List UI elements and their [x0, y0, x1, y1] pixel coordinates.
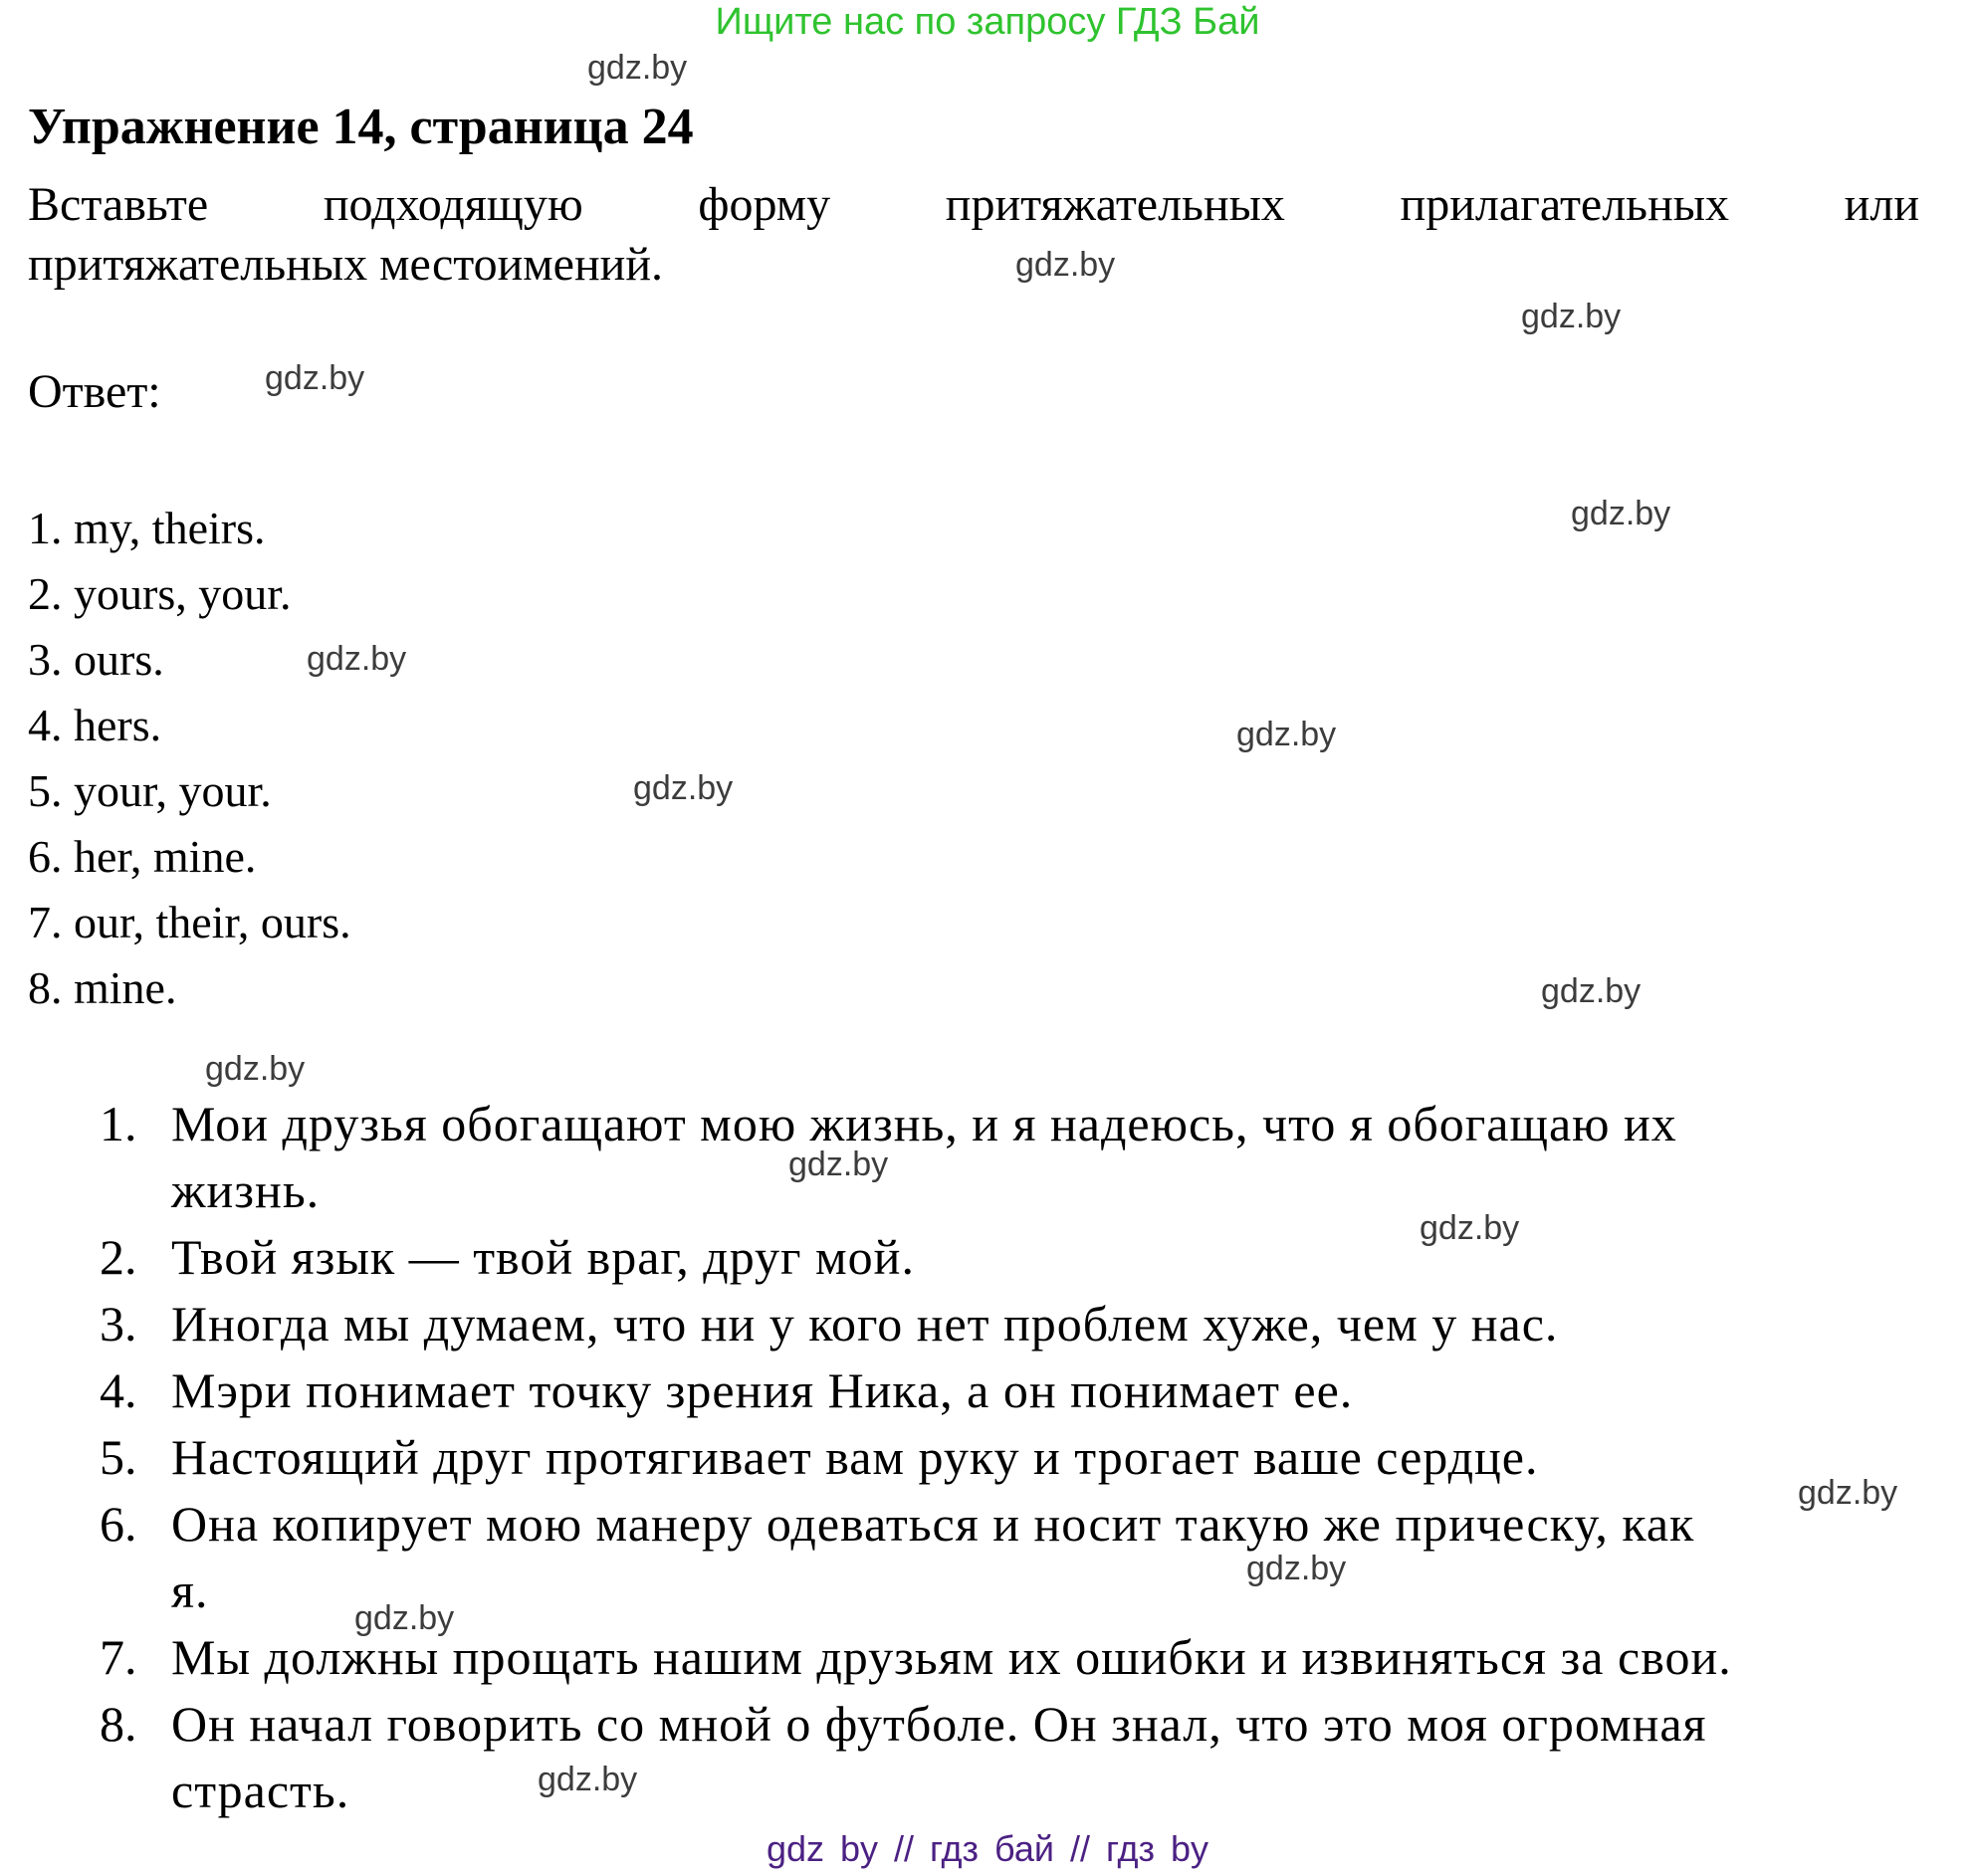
exercise-title: Упражнение 14, страница 24	[28, 99, 694, 155]
translation-line: страсть.	[171, 1763, 350, 1818]
translation-number: 6.	[100, 1496, 137, 1552]
gdz-watermark: gdz.by	[1798, 1474, 1898, 1512]
translation-item	[0, 1624, 1975, 1691]
translation-item	[0, 1291, 1975, 1357]
footer-text: gdz by // гдз бай // гдз by	[766, 1828, 1209, 1869]
task-description-line: притяжательных местоимений.	[28, 238, 664, 291]
gdz-watermark: gdz.by	[1571, 495, 1671, 532]
translation-item	[0, 1224, 1975, 1291]
translation-number: 5.	[100, 1429, 137, 1485]
answers-list	[28, 496, 351, 1021]
gdz-watermark: gdz.by	[1246, 1550, 1347, 1587]
translation-line: Настоящий друг протягивает вам руку и трогает ваше сердце.	[171, 1429, 1539, 1485]
answer-item: 2. yours, your.	[28, 568, 292, 619]
translation-line: жизнь.	[171, 1162, 321, 1218]
translation-number: 2.	[100, 1229, 137, 1285]
translation-line: Она копирует мою манеру одеваться и носит такую же прическу, как	[171, 1496, 1695, 1552]
gdz-watermark: gdz.by	[1541, 972, 1642, 1010]
gdz-watermark: gdz.by	[1236, 716, 1337, 753]
gdz-watermark: gdz.by	[307, 640, 407, 678]
translation-item	[0, 1424, 1975, 1491]
translation-line: Мои друзья обогащают мою жизнь, и я надеюсь, что я обогащаю их	[171, 1096, 1677, 1151]
answer-item: 5. your, your.	[28, 765, 272, 816]
gdz-watermark: gdz.by	[354, 1599, 455, 1637]
answer-label: Ответ:	[28, 365, 161, 418]
translation-line: Мы должны прощать нашим друзьям их ошибки и извиняться за свои.	[171, 1629, 1732, 1685]
translation-line: я.	[171, 1563, 209, 1618]
answer-item: 4. hers.	[28, 700, 162, 750]
translation-item	[0, 1091, 1975, 1224]
gdz-watermark: gdz.by	[205, 1050, 306, 1088]
promo-banner: Ищите нас по запросу ГДЗ Бай	[715, 1, 1260, 43]
translation-number: 1.	[100, 1096, 137, 1151]
translation-line: Он начал говорить со мной о футболе. Он знал, что это моя огромная	[171, 1696, 1707, 1752]
gdz-watermark: gdz.by	[587, 49, 688, 87]
gdz-watermark: gdz.by	[265, 359, 365, 397]
gdz-watermark: gdz.by	[1015, 246, 1116, 284]
answer-item: 8. mine.	[28, 962, 177, 1013]
translation-line: Иногда мы думаем, что ни у кого нет проблем хуже, чем у нас.	[171, 1296, 1559, 1352]
translation-number: 4.	[100, 1362, 137, 1418]
translation-number: 3.	[100, 1296, 137, 1352]
gdz-watermark: gdz.by	[788, 1146, 889, 1183]
gdz-watermark: gdz.by	[633, 769, 734, 807]
translation-item	[0, 1357, 1975, 1424]
translations-list	[0, 1091, 1975, 1824]
answer-item: 3. ours.	[28, 634, 164, 685]
translation-line: Мэри понимает точку зрения Ника, а он понимает ее.	[171, 1362, 1354, 1418]
gdz-watermark: gdz.by	[1521, 298, 1622, 335]
translation-item	[0, 1491, 1975, 1624]
answer-item: 6. her, mine.	[28, 831, 257, 882]
translation-line: Твой язык — твой враг, друг мой.	[171, 1229, 915, 1285]
translation-item	[0, 1691, 1975, 1824]
gdz-watermark: gdz.by	[538, 1761, 638, 1798]
gdz-watermark: gdz.by	[1420, 1209, 1520, 1247]
task-description-line: Вставьте подходящую форму притяжательных прилагательных или	[28, 178, 1919, 231]
translation-number: 7.	[100, 1629, 137, 1685]
answer-item: 7. our, their, ours.	[28, 897, 351, 947]
translation-number: 8.	[100, 1696, 137, 1752]
answer-item: 1. my, theirs.	[28, 503, 266, 553]
